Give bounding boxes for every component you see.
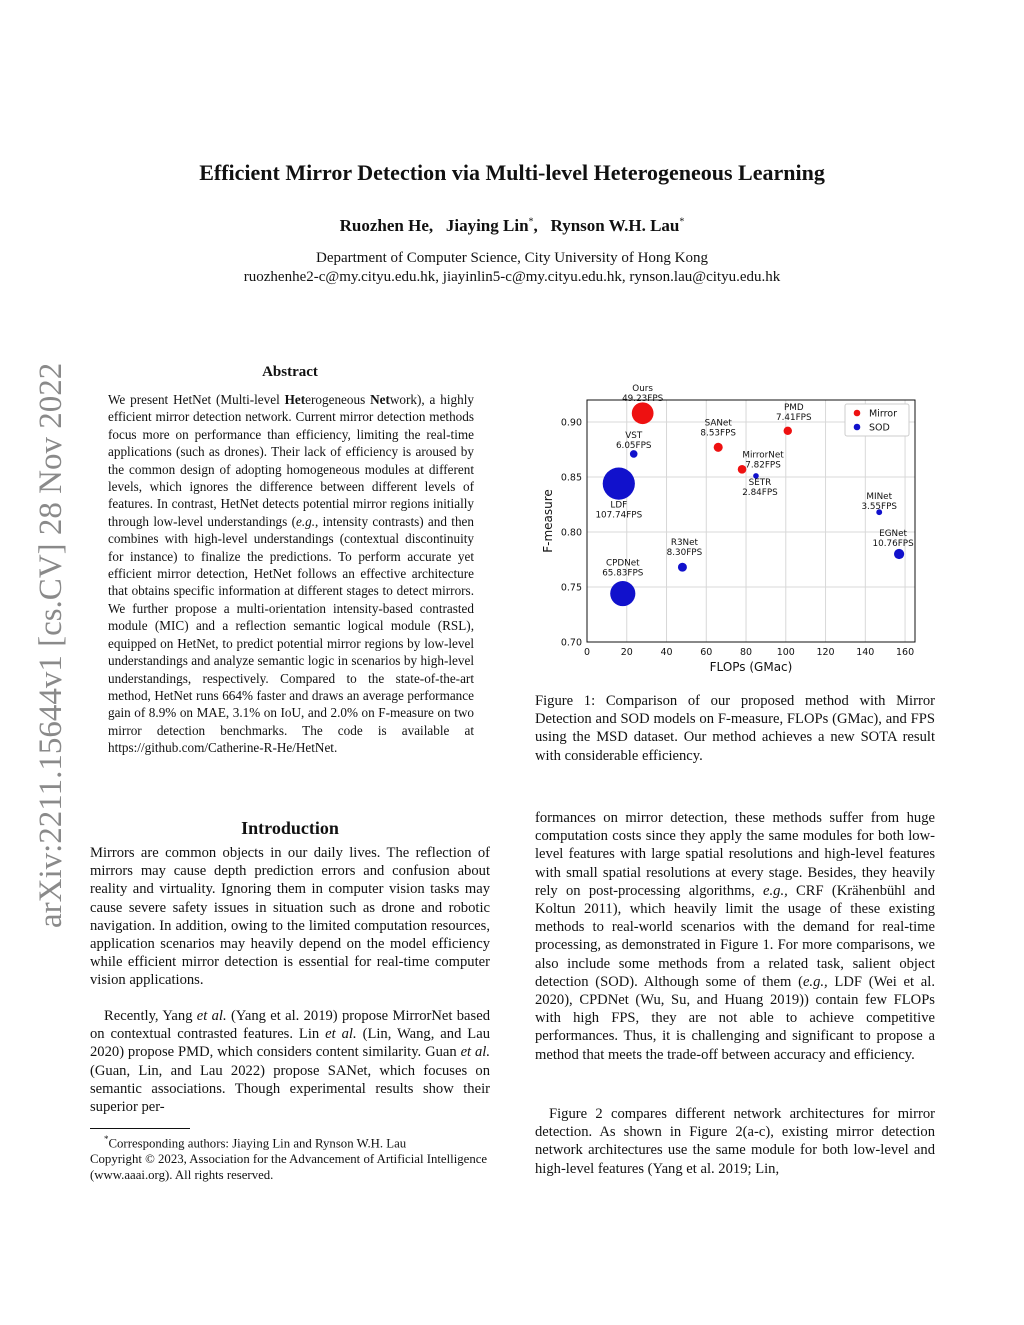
figure-1-caption: Figure 1: Comparison of our proposed method with Mirror Detection and SOD models on F-measure, FLOPs (GMac), and FPS using the MSD dataset. Our method achieves a new SOTA result with considerable efficiency.: [535, 693, 935, 764]
right-paragraph-2: Figure 2 compares different network architectures for mirror detection. As shown in Figure 2(a-c), existing mirror detection network architectures use the same module for both low-level and high-level features (Yang et al. 2019; Lin,: [535, 1106, 935, 1177]
point-fps-ldf: 107.74FPS: [595, 510, 643, 521]
point-fps-egnet: 10.76FPS: [872, 539, 914, 549]
point-fps-r3net: 8.30FPS: [666, 548, 703, 559]
point-label-egnet: EGNet: [879, 529, 908, 539]
affiliation-block: [0, 249, 1024, 287]
emails: ruozhenhe2-c@my.cityu.edu.hk, jiayinlin5-c@my.cityu.edu.hk, rynson.lau@cityu.edu.hk: [243, 269, 781, 285]
point-pmd: [784, 427, 792, 435]
point-label-sanet: SANet: [704, 418, 732, 429]
legend-marker-sod: [854, 424, 861, 431]
x-tick-label-2: 40: [660, 647, 673, 658]
point-sanet: [714, 443, 723, 452]
intro-paragraph-2: Recently, Yang et al. (Yang et al. 2019) propose MirrorNet based on contextual contrasted features. Lin et al. (Lin, Wang, and Lau 2020) propose PMD, which considers content similarity. Guan et al. (Guan, Lin, and Lau 2022) propose SANet, which focuses on semantic associations. Though experimental results show their superior per-: [90, 1008, 490, 1116]
y-tick-label-3: 0.85: [560, 472, 582, 484]
point-label-pmd: PMD: [783, 402, 804, 413]
point-cpdnet: [610, 581, 635, 606]
footnote-rule: [90, 1128, 190, 1129]
point-fps-minet: 3.55FPS: [861, 502, 897, 513]
point-fps-setr: 2.84FPS: [742, 487, 778, 498]
y-tick-label-1: 0.75: [560, 582, 582, 594]
point-label-mirrornet: MirrorNet: [742, 450, 784, 461]
author-list: [0, 216, 1024, 236]
point-fps-sanet: 8.53FPS: [700, 428, 736, 439]
x-tick-label-3: 60: [700, 647, 713, 658]
point-vst: [630, 450, 638, 458]
point-fps-vst: 6.05FPS: [615, 440, 652, 451]
point-label-minet: MINet: [866, 492, 893, 503]
point-r3net: [678, 563, 687, 572]
x-tick-label-6: 120: [816, 647, 835, 658]
x-tick-label-8: 160: [895, 647, 915, 658]
y-tick-label-0: 0.70: [560, 637, 582, 649]
author-2-mark: *: [528, 216, 534, 228]
point-ours: [632, 402, 654, 424]
point-fps-cpdnet: 65.83FPS: [602, 568, 644, 579]
right-paragraph-1: formances on mirror detection, these methods suffer from huge computation costs since they apply the same modules for both low-level features with large spatial resolutions and high-level features with small spatial resolutions at every stage. Besides, they heavily rely on post-processing algorithms, e.g., CRF (Krähenbühl and Koltun 2011), which heavily limit the usage of these existing methods to real-world scenarios with the demand for real-time processing, as demonstrated in Figure 1. For more comparisons, we also include some methods from a related task, salient object detection (SOD). Although some of them (e.g., LDF (Wei et al. 2020), CPDNet (Wu, Su, and Huang 2019)) contain few FLOPs with high FPS, they are not able to achieve competitive performances. Thus, it is challenging and significant to propose a method that meets the trade-off between accuracy and efficiency.: [535, 810, 935, 1063]
y-axis-label: F-measure: [541, 489, 555, 553]
author-2: Jiaying Lin: [445, 216, 529, 235]
x-tick-label-4: 80: [739, 647, 753, 658]
point-ldf: [603, 468, 635, 500]
abstract-body: We present HetNet (Multi-level Heterogeneous Network), a highly efficient mirror detection network. Current mirror detection methods focus more on performance than efficiency, limiting the real-time applications (such as drones). Their lack of efficiency is aroused by the common design of adopting homogeneous modules at different levels, which ignores the difference between different levels of features. In contrast, HetNet detects potential mirror regions initially through low-level understandings (e.g., intensity contrasts) and then combines with high-level understandings (contextual discontinuity for instance) to finalize the predictions. To perform accurate yet efficient mirror detection, HetNet follows an effective architecture that obtains specific information at different stages to detect mirrors. We further propose a multi-orientation intensity-based contrasted module (MIC) and a reflection semantic logical module (RSL), equipped on HetNet, to predict potential mirror regions by low-level understandings and analyze semantic logic in scenarios by high-level understandings, respectively. Compared to the state-of-the-art method, HetNet runs 664% faster and draws an average performance gain of 8.9% on MAE, 3.1% on IoU, and 2.0% on F-measure on two mirror detection benchmarks. The code is available at https://github.com/Catherine-R-He/HetNet.: [108, 392, 474, 756]
point-fps-mirrornet: 7.82FPS: [745, 460, 781, 471]
affiliation: Department of Computer Science, City University of Hong Kong: [315, 250, 708, 266]
x-tick-label-7: 140: [856, 647, 875, 658]
abstract-heading: Abstract: [262, 364, 318, 380]
footnote: *Corresponding authors: Jiaying Lin and Rynson W.H. Lau Copyright © 2023, Association for the Advancement of Artificial Intelligence (www.aaai.org). All rights reserved.: [90, 1134, 488, 1183]
arxiv-stamp: arXiv:2211.15644v1 [cs.CV] 28 Nov 2022: [33, 362, 69, 928]
legend-label-mirror: Mirror: [869, 408, 897, 420]
legend-marker-mirror: [854, 410, 861, 417]
x-tick-label-0: 0: [583, 647, 591, 658]
introduction-heading: Introduction: [241, 818, 339, 838]
point-label-cpdnet: CPDNet: [605, 558, 640, 569]
author-3: Rynson W.H. Lau: [550, 216, 680, 235]
point-label-setr: SETR: [748, 477, 772, 488]
point-egnet: [894, 549, 904, 559]
author-1: Ruozhen He,: [339, 216, 434, 235]
legend-label-sod: SOD: [869, 422, 890, 434]
point-label-r3net: R3Net: [670, 538, 698, 549]
y-tick-label-4: 0.90: [560, 417, 582, 429]
point-fps-ours: 49.23FPS: [622, 394, 664, 405]
intro-paragraph-1: Mirrors are common objects in our daily lives. The reflection of mirrors may cause depth prediction errors and confusion about reality and virtuality. Ignoring them in computer vision tasks may cause severe safety issues in situation such as drone and robotic navigation. In addition, owing to the limited computation resources, application scenarios may heavily depend on the model efficiency while efficient mirror detection is essential for real-time computer vision applications.: [90, 845, 490, 989]
author-separator: ,: [533, 216, 538, 235]
point-label-ldf: LDF: [610, 500, 628, 511]
x-axis-label: FLOPs (GMac): [709, 660, 793, 674]
figure-1-chart: [540, 384, 920, 680]
x-tick-label-5: 100: [776, 647, 795, 658]
paper-title: Efficient Mirror Detection via Multi-level Heterogeneous Learning: [199, 160, 825, 185]
y-tick-label-2: 0.80: [560, 527, 582, 539]
point-label-ours: Ours: [632, 384, 654, 395]
point-label-vst: VST: [625, 430, 643, 441]
point-fps-pmd: 7.41FPS: [776, 412, 812, 423]
x-tick-label-1: 20: [620, 647, 633, 658]
author-3-mark: *: [679, 216, 685, 228]
